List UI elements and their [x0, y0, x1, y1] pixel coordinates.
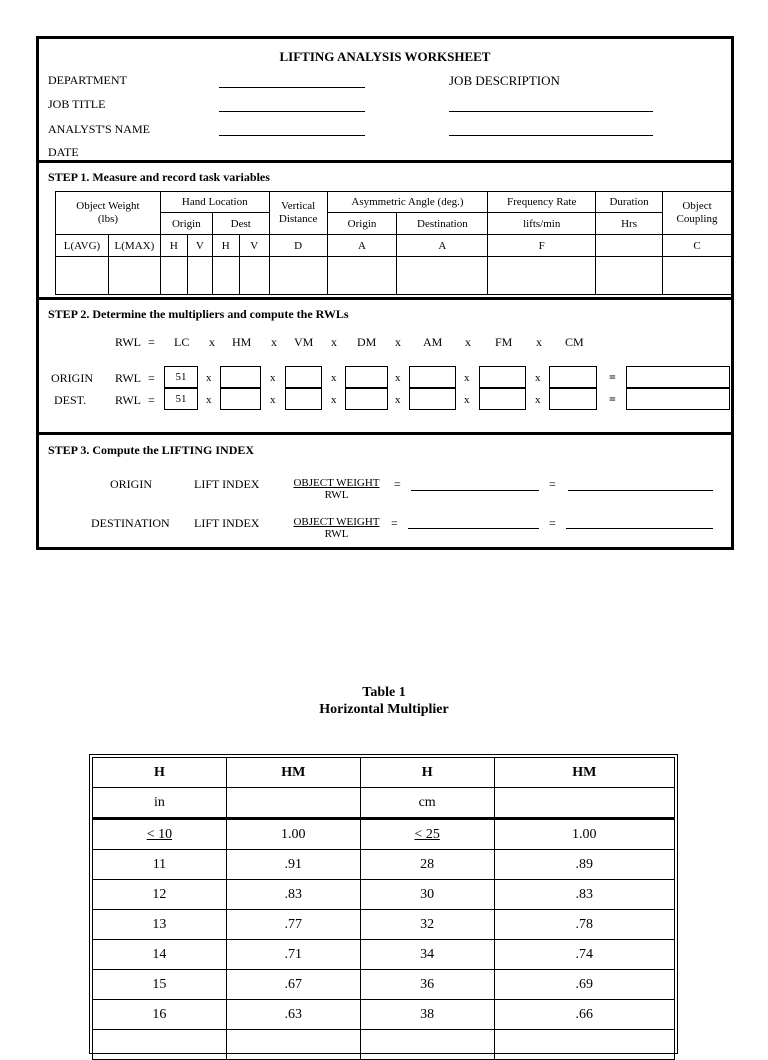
table-cell: 36	[360, 970, 494, 1000]
department-label: DEPARTMENT	[48, 73, 127, 87]
asym-origin-header: Origin	[327, 213, 397, 235]
entry-cell[interactable]	[397, 257, 488, 295]
table-cell	[226, 1030, 360, 1060]
x-sign: x	[535, 394, 541, 406]
equals-sign: =	[549, 477, 556, 491]
li-origin-fraction	[289, 477, 384, 501]
code-cell: C	[663, 235, 732, 257]
code-cell: F	[488, 235, 596, 257]
code-cell: H	[212, 235, 239, 257]
hand-origin-header: Origin	[160, 213, 212, 235]
table-cell: 11	[93, 850, 227, 880]
task-variables-table	[55, 191, 732, 295]
header-cell: H	[93, 758, 227, 788]
code-cell: L(AVG)	[56, 235, 109, 257]
hrs-header: Hrs	[596, 213, 663, 235]
table-row	[93, 1030, 675, 1060]
section-divider	[39, 432, 731, 435]
origin-rwl-label: RWL	[115, 371, 141, 385]
x-sign: x	[331, 394, 337, 406]
table-cell: .74	[494, 940, 674, 970]
table-cell: 14	[93, 940, 227, 970]
formula-x: x	[209, 335, 215, 349]
result-equals: =	[609, 370, 616, 384]
origin-am-box[interactable]	[409, 366, 456, 388]
table-row	[93, 1000, 675, 1030]
horizontal-multiplier-table	[89, 754, 678, 1054]
table-cell: 38	[360, 1000, 494, 1030]
table-cell: .78	[494, 910, 674, 940]
fraction-denominator: RWL	[324, 489, 349, 501]
x-sign: x	[331, 372, 337, 384]
table-cell: 15	[93, 970, 227, 1000]
dest-fm-box[interactable]	[479, 388, 526, 410]
table-cell	[93, 1030, 227, 1060]
origin-vm-box[interactable]	[285, 366, 322, 388]
frequency-rate-header: Frequency Rate	[488, 192, 596, 213]
hand-dest-header: Dest	[212, 213, 269, 235]
table-cell: .91	[226, 850, 360, 880]
formula-vm: VM	[294, 335, 314, 349]
job-description-field-2[interactable]	[449, 135, 653, 136]
table-cell: 1.00	[494, 819, 674, 850]
dest-dm-box[interactable]	[345, 388, 388, 410]
formula-x: x	[465, 335, 471, 349]
dest-label: DEST.	[54, 393, 87, 407]
dest-hm-box[interactable]	[220, 388, 261, 410]
table-cell: 28	[360, 850, 494, 880]
entry-cell[interactable]	[239, 257, 269, 295]
table-cell: .71	[226, 940, 360, 970]
entry-cell[interactable]	[56, 257, 109, 295]
table1-heading	[0, 684, 768, 718]
table-cell: < 10	[93, 819, 227, 850]
header-cell: HM	[226, 758, 360, 788]
formula-rwl: RWL	[115, 335, 141, 349]
section-divider	[39, 297, 731, 300]
table-cell: 34	[360, 940, 494, 970]
table-cell: 13	[93, 910, 227, 940]
dest-lc-value: 51	[175, 393, 187, 405]
formula-x: x	[271, 335, 277, 349]
origin-cm-box[interactable]	[549, 366, 597, 388]
table-row	[93, 940, 675, 970]
header-cell: H	[360, 758, 494, 788]
origin-lc-value: 51	[175, 371, 187, 383]
x-sign: x	[270, 394, 276, 406]
job-title-field[interactable]	[219, 111, 365, 112]
table-cell: 1.00	[226, 819, 360, 850]
worksheet-title: LIFTING ANALYSIS WORKSHEET	[279, 49, 491, 64]
table-cell: .63	[226, 1000, 360, 1030]
code-cell: V	[239, 235, 269, 257]
job-description-field-1[interactable]	[449, 111, 653, 112]
x-sign: x	[206, 372, 212, 384]
entry-cell[interactable]	[269, 257, 327, 295]
formula-x: x	[536, 335, 542, 349]
step1-title: STEP 1. Measure and record task variables	[48, 170, 270, 184]
unit-cell	[226, 788, 360, 819]
unit-cell	[494, 788, 674, 819]
date-label: DATE	[48, 145, 79, 159]
li-origin-label: ORIGIN	[110, 477, 152, 491]
origin-hm-box[interactable]	[220, 366, 261, 388]
formula-cm: CM	[565, 335, 584, 349]
dest-cm-box[interactable]	[549, 388, 597, 410]
table-cell: .83	[494, 880, 674, 910]
table-cell: < 25	[360, 819, 494, 850]
unit-cell: cm	[360, 788, 494, 819]
vertical-distance-header: Vertical Distance	[269, 192, 327, 235]
entry-cell[interactable]	[327, 257, 397, 295]
entry-cell[interactable]	[212, 257, 239, 295]
entry-cell[interactable]	[160, 257, 187, 295]
code-cell: D	[269, 235, 327, 257]
hand-location-header: Hand Location	[160, 192, 269, 213]
asym-destination-header: Destination	[397, 213, 488, 235]
formula-equals: =	[148, 335, 155, 349]
analyst-name-field[interactable]	[219, 135, 365, 136]
li-destination-lift-index: LIFT INDEX	[194, 516, 260, 530]
code-cell: L(MAX)	[108, 235, 160, 257]
equals-sign: =	[549, 516, 556, 530]
x-sign: x	[535, 372, 541, 384]
table-cell: .69	[494, 970, 674, 1000]
code-cell: A	[327, 235, 397, 257]
code-cell: A	[397, 235, 488, 257]
formula-lc: LC	[174, 335, 190, 349]
x-sign: x	[206, 394, 212, 406]
table1-title: Table 1	[362, 685, 406, 700]
origin-label: ORIGIN	[51, 371, 93, 385]
job-title-label: JOB TITLE	[48, 97, 106, 111]
asymmetric-angle-header: Asymmetric Angle (deg.)	[327, 192, 488, 213]
equals-sign: =	[394, 477, 401, 491]
table1-subtitle: Horizontal Multiplier	[319, 702, 449, 717]
li-origin-lift-index: LIFT INDEX	[194, 477, 260, 491]
formula-x: x	[331, 335, 337, 349]
section-divider	[39, 160, 731, 163]
dest-rwl-result-box[interactable]	[626, 388, 730, 410]
code-cell: V	[187, 235, 212, 257]
origin-rwl-result-box[interactable]	[626, 366, 730, 388]
analyst-name-label: ANALYST'S NAME	[48, 122, 150, 136]
table-cell: 16	[93, 1000, 227, 1030]
step2-title: STEP 2. Determine the multipliers and compute the RWLs	[48, 307, 349, 321]
x-sign: x	[395, 372, 401, 384]
entry-cell[interactable]	[596, 257, 663, 295]
x-sign: x	[270, 372, 276, 384]
dest-vm-box[interactable]	[285, 388, 322, 410]
li-destination-fraction	[289, 516, 384, 540]
li-origin-calc-field[interactable]	[411, 490, 539, 491]
department-field[interactable]	[219, 87, 365, 88]
job-description-label: JOB DESCRIPTION	[449, 73, 560, 88]
table-cell: .83	[226, 880, 360, 910]
table-cell: 12	[93, 880, 227, 910]
entry-cell[interactable]	[663, 257, 732, 295]
table-row	[93, 970, 675, 1000]
dest-am-box[interactable]	[409, 388, 456, 410]
entry-cell[interactable]	[108, 257, 160, 295]
entry-cell[interactable]	[187, 257, 212, 295]
x-sign: x	[464, 394, 470, 406]
table-cell: .89	[494, 850, 674, 880]
formula-dm: DM	[357, 335, 377, 349]
x-sign: x	[464, 372, 470, 384]
table-cell: .67	[226, 970, 360, 1000]
duration-header: Duration	[596, 192, 663, 213]
code-cell: H	[160, 235, 187, 257]
li-destination-result-field[interactable]	[566, 528, 713, 529]
origin-dm-box[interactable]	[345, 366, 388, 388]
fraction-denominator: RWL	[324, 528, 349, 540]
code-cell	[596, 235, 663, 257]
table-row	[93, 819, 675, 850]
fraction-numerator: OBJECT WEIGHT	[293, 477, 380, 489]
step3-title: STEP 3. Compute the LIFTING INDEX	[48, 443, 255, 457]
li-destination-calc-field[interactable]	[408, 528, 539, 529]
unit-cell: in	[93, 788, 227, 819]
table-row	[93, 880, 675, 910]
li-destination-label: DESTINATION	[91, 516, 170, 530]
entry-cell[interactable]	[488, 257, 596, 295]
object-coupling-header: Object Coupling	[663, 192, 732, 235]
formula-am: AM	[423, 335, 443, 349]
equals-sign: =	[391, 516, 398, 530]
table-row	[93, 850, 675, 880]
table-cell	[360, 1030, 494, 1060]
table-cell: 32	[360, 910, 494, 940]
fraction-numerator: OBJECT WEIGHT	[293, 516, 380, 528]
formula-fm: FM	[495, 335, 513, 349]
header-cell: HM	[494, 758, 674, 788]
origin-equals: =	[148, 371, 155, 385]
table-cell: .77	[226, 910, 360, 940]
dest-equals: =	[148, 393, 155, 407]
x-sign: x	[395, 394, 401, 406]
table-cell: .66	[494, 1000, 674, 1030]
lifts-per-min-header: lifts/min	[488, 213, 596, 235]
object-weight-header: Object Weight (lbs)	[56, 192, 161, 235]
origin-fm-box[interactable]	[479, 366, 526, 388]
dest-rwl-label: RWL	[115, 393, 141, 407]
formula-x: x	[395, 335, 401, 349]
formula-hm: HM	[232, 335, 252, 349]
table-row	[93, 910, 675, 940]
table-cell: 30	[360, 880, 494, 910]
result-equals: =	[609, 392, 616, 406]
lifting-analysis-worksheet	[36, 36, 734, 550]
li-origin-result-field[interactable]	[568, 490, 713, 491]
table-cell	[494, 1030, 674, 1060]
